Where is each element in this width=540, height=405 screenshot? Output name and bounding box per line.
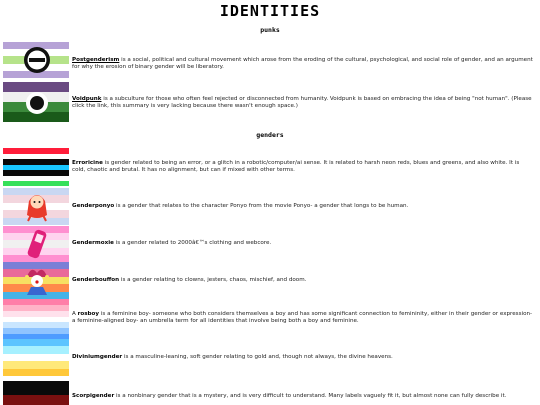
entry-genderbouffon (0, 262, 540, 299)
entry-genderponyo (0, 188, 540, 225)
diviniumgender-description: Diviniumgender is a masculine-leaning, soft gender relating to gold and, though not always, the divine heavens. (72, 354, 393, 360)
erroricine-description: Erroricine is gender related to being an error, or a glitch in a robotic/computer/ai sense. It is related to harsh neon reds, blues and greens, and also white. It is cold, chaotic and brutal. It has no alignment, but can if mixed with other terms. (72, 160, 520, 173)
scorpigender-flag (3, 377, 69, 405)
entry-gendermoxie (0, 226, 540, 262)
postgenderism-flag (3, 42, 69, 78)
entry-voidpunk (0, 82, 540, 122)
flip-phone-icon (27, 228, 47, 260)
gendermoxie-flag (3, 226, 69, 262)
postgender-symbol-icon (22, 44, 52, 76)
voidpunk-link[interactable]: Voidpunk (72, 96, 102, 102)
genderbouffon-description: Genderbouffon is a gender relating to clowns, jesters, chaos, mischief, and doom. (72, 277, 307, 283)
jester-clown-icon (23, 265, 51, 296)
scorpigender-term: Scorpigender (72, 393, 115, 399)
genderbouffon-term: Genderbouffon (72, 277, 120, 283)
diviniumgender-term: Diviniumgender (72, 354, 123, 360)
genderponyo-description: Genderponyo is a gender that relates to the character Ponyo from the movie Ponyo- a gender that longs to be human. (72, 203, 409, 209)
section-heading-genders: genders (256, 131, 284, 139)
rosboy-flag (3, 299, 69, 339)
erroricine-flag (3, 148, 69, 186)
erroricine-term: Erroricine (72, 160, 103, 166)
ponyo-character-icon (23, 191, 51, 222)
section-heading-punks: punks (260, 26, 280, 34)
genderponyo-flag (3, 188, 69, 225)
diviniumgender-flag (3, 339, 69, 376)
genderponyo-term: Genderponyo (72, 203, 115, 209)
entry-rosboy (0, 299, 540, 339)
genderbouffon-flag (3, 262, 69, 299)
gendermoxie-term: Gendermoxie (72, 240, 114, 246)
rosboy-term: rosboy (77, 311, 100, 317)
voidpunk-description: Voidpunk is a subculture for those who often feel rejected or disconnected from humanity. Voidpunk is based on embracing the idea of being "not human". (Please click the link, this summary is very lacking because there wasn't enough space.) (72, 96, 532, 109)
gendermoxie-description: Gendermoxie is a gender related to 2000â€™s clothing and webcore. (72, 240, 272, 246)
rosboy-description: A rosboy is a feminine boy- someone who both considers themselves a boy and has some significant connection to femininity, either in their gender or expression- a feminine-aligned boy- an umbrella term for all identities that involve being both a boy and feminine. (72, 311, 533, 324)
entry-scorpigender (0, 377, 540, 405)
page-title: IDENTITIES (219, 2, 321, 20)
entry-diviniumgender (0, 339, 540, 376)
entry-erroricine (0, 148, 540, 186)
postgenderism-link[interactable]: Postgenderism (72, 57, 120, 63)
postgenderism-description: Postgenderism is a social, political and cultural movement which arose from the eroding of the cultural, psychological, and social role of gender, and an argument for why the erosion of binary gender will be liberatory. (72, 57, 533, 70)
void-circle-icon (25, 91, 49, 115)
scorpigender-description: Scorpigender is a nonbinary gender that is a mystery, and is very difficult to understand. Many labels vaguely fit it, but almost none can fully describe it. (72, 393, 507, 399)
entry-postgenderism (0, 42, 540, 78)
voidpunk-flag (3, 82, 69, 122)
